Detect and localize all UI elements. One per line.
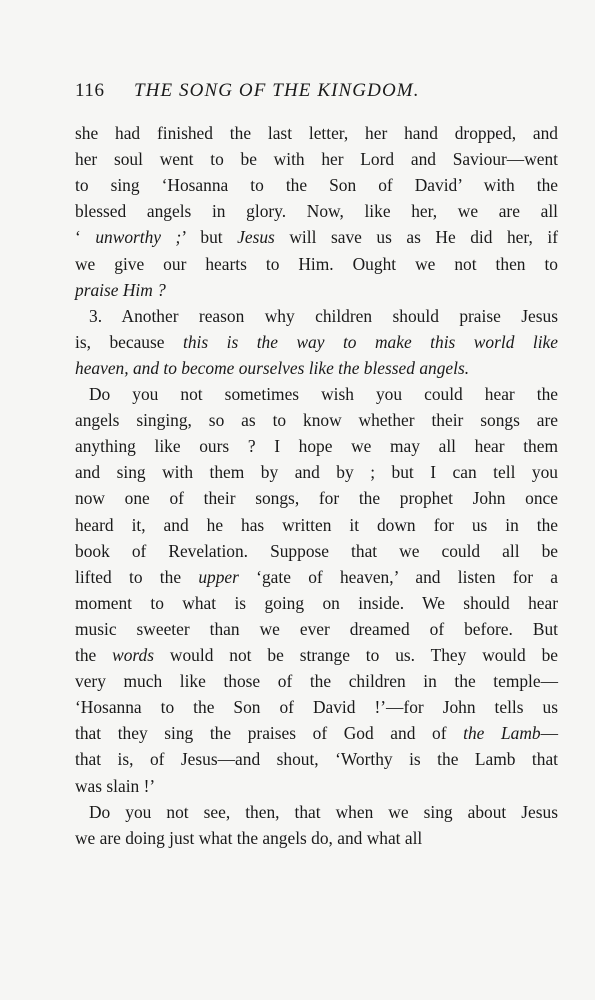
italic-text: words xyxy=(112,645,155,665)
text-segment: lifted to the xyxy=(75,566,199,587)
text-line xyxy=(75,512,558,538)
text-segment: heard it, and he has written it down for us in the xyxy=(75,514,558,535)
text-line xyxy=(75,825,558,851)
text-line xyxy=(75,407,558,433)
text-line xyxy=(75,120,558,146)
text-segment: the xyxy=(75,645,113,665)
text-segment: angels singing, so as to know whether their songs are xyxy=(75,410,558,431)
text-line xyxy=(75,642,558,668)
text-segment: music sweeter than we ever dreamed of before. But xyxy=(75,618,558,639)
text-line xyxy=(75,720,558,746)
text-segment: and sing with them by and by ; but I can tell you xyxy=(75,462,558,483)
text-line xyxy=(75,564,558,590)
text-segment: Do you not sometimes wish you could hear the xyxy=(89,384,558,404)
text-line xyxy=(89,381,558,407)
text-line xyxy=(75,773,558,799)
italic-text: Jesus xyxy=(237,227,275,248)
text-segment: blessed angels in glory. Now, like her, we are all xyxy=(75,201,558,222)
text-segment: was slain !’ xyxy=(75,775,156,796)
text-segment: will save us as He did her, if xyxy=(274,227,558,248)
text-segment: that they sing the praises of God and of xyxy=(75,723,464,744)
italic-text: the Lamb xyxy=(463,723,541,744)
text-line xyxy=(75,277,558,303)
text-line xyxy=(75,329,558,355)
text-segment: 3. Another reason why children should praise Jesus xyxy=(89,305,558,326)
text-segment: anything like ours ? I hope we may all hear them xyxy=(75,436,558,457)
text-line xyxy=(75,746,558,772)
text-line xyxy=(75,224,558,250)
italic-text: unworthy ; xyxy=(95,227,182,248)
text-segment: — xyxy=(540,723,558,744)
text-line xyxy=(75,616,558,642)
text-line xyxy=(75,590,558,616)
italic-text: heaven, and to become ourselves like the blessed angels. xyxy=(75,357,470,378)
text-segment: she had finished the last letter, her hand dropped, and xyxy=(75,123,558,143)
text-segment: ‘Hosanna to the Son of David !’—for John tells us xyxy=(75,697,558,718)
text-segment: now one of their songs, for the prophet John once xyxy=(75,488,558,509)
text-line xyxy=(75,198,558,224)
text-line xyxy=(75,694,558,720)
text-segment: Do you not see, then, that when we sing about Jesus xyxy=(89,801,558,822)
text-segment: that is, of Jesus—and shout, ‘Worthy is the Lamb that xyxy=(75,749,558,770)
text-segment: very much like those of the children in the temple— xyxy=(75,671,558,692)
text-segment: would not be strange to us. They would be xyxy=(154,645,559,665)
text-line xyxy=(75,459,558,485)
text-segment: to sing ‘Hosanna to the Son of David’ with the xyxy=(75,175,558,196)
text-segment: we are doing just what the angels do, and what all xyxy=(75,827,423,848)
text-line xyxy=(75,355,558,381)
running-title: THE SONG OF THE KINGDOM. xyxy=(134,80,420,101)
text-line xyxy=(75,485,558,511)
italic-text: this is the way to make this world like xyxy=(182,331,558,352)
page-header xyxy=(75,80,555,108)
text-segment: book of Revelation. Suppose that we could all be xyxy=(75,540,558,561)
page-number: 116 xyxy=(75,80,105,101)
text-segment: ’ but xyxy=(181,227,238,248)
text-line xyxy=(75,251,558,277)
text-segment: is, because xyxy=(75,331,183,352)
text-line xyxy=(75,668,558,694)
text-line xyxy=(75,172,558,198)
text-line xyxy=(75,538,558,564)
italic-text: praise Him ? xyxy=(75,279,166,300)
text-segment: moment to what is going on inside. We should hear xyxy=(75,592,558,613)
text-segment: ‘ xyxy=(75,227,96,248)
text-line xyxy=(89,303,558,329)
text-line xyxy=(75,146,558,172)
text-segment: ‘gate of heaven,’ and listen for a xyxy=(238,566,558,587)
italic-text: upper xyxy=(198,566,239,587)
text-line xyxy=(89,799,558,825)
text-segment: we give our hearts to Him. Ought we not then to xyxy=(75,253,558,274)
text-line xyxy=(75,433,558,459)
text-segment: her soul went to be with her Lord and Saviour—went xyxy=(75,149,558,170)
